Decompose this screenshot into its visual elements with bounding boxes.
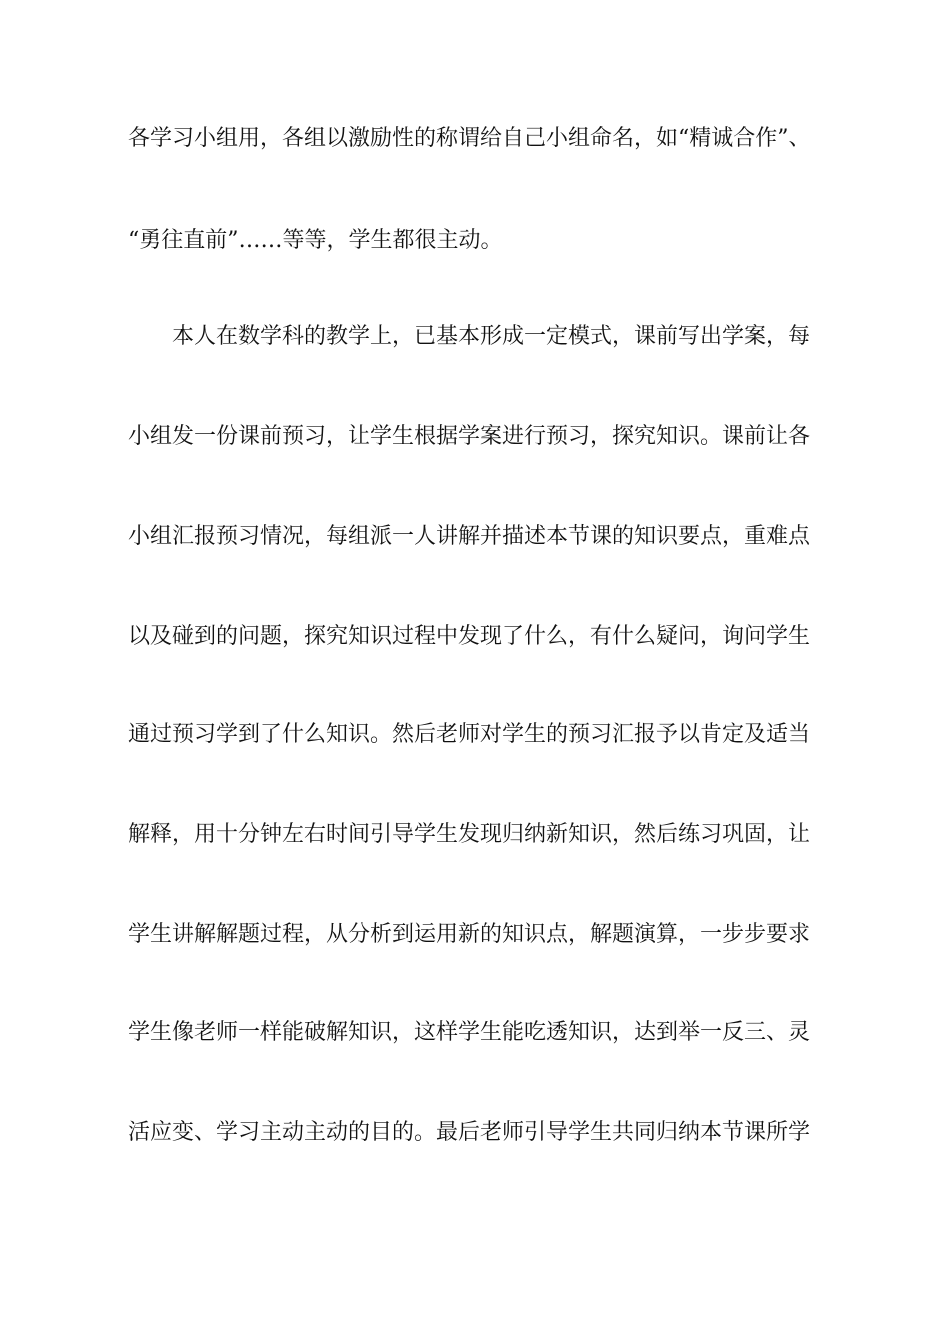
text-line: “勇往直前”……等等，学生都很主动。: [128, 228, 503, 253]
text-line: 以及碰到的问题，探究知识过程中发现了什么，有什么疑问，询问学生: [128, 624, 811, 649]
text-line: 解释，用十分钟左右时间引导学生发现归纳新知识，然后练习巩固，让: [128, 822, 811, 847]
text-line: 各学习小组用，各组以激励性的称谓给自己小组命名，如“精诚合作”、: [128, 126, 811, 151]
text-line: 活应变、学习主动主动的目的。最后老师引导学生共同归纳本节课所学: [128, 1120, 811, 1145]
paragraph-first-line: 本人在数学科的教学上，已基本形成一定模式，课前写出学案，每: [172, 324, 811, 349]
text-line: 通过预习学到了什么知识。然后老师对学生的预习汇报予以肯定及适当: [128, 722, 811, 747]
text-line: 学生像老师一样能破解知识，这样学生能吃透知识，达到举一反三、灵: [128, 1020, 811, 1045]
text-line: 学生讲解解题过程，从分析到运用新的知识点，解题演算，一步步要求: [128, 922, 811, 947]
text-line: 小组汇报预习情况，每组派一人讲解并描述本节课的知识要点，重难点: [128, 524, 811, 549]
text-line: 小组发一份课前预习，让学生根据学案进行预习，探究知识。课前让各: [128, 424, 811, 449]
